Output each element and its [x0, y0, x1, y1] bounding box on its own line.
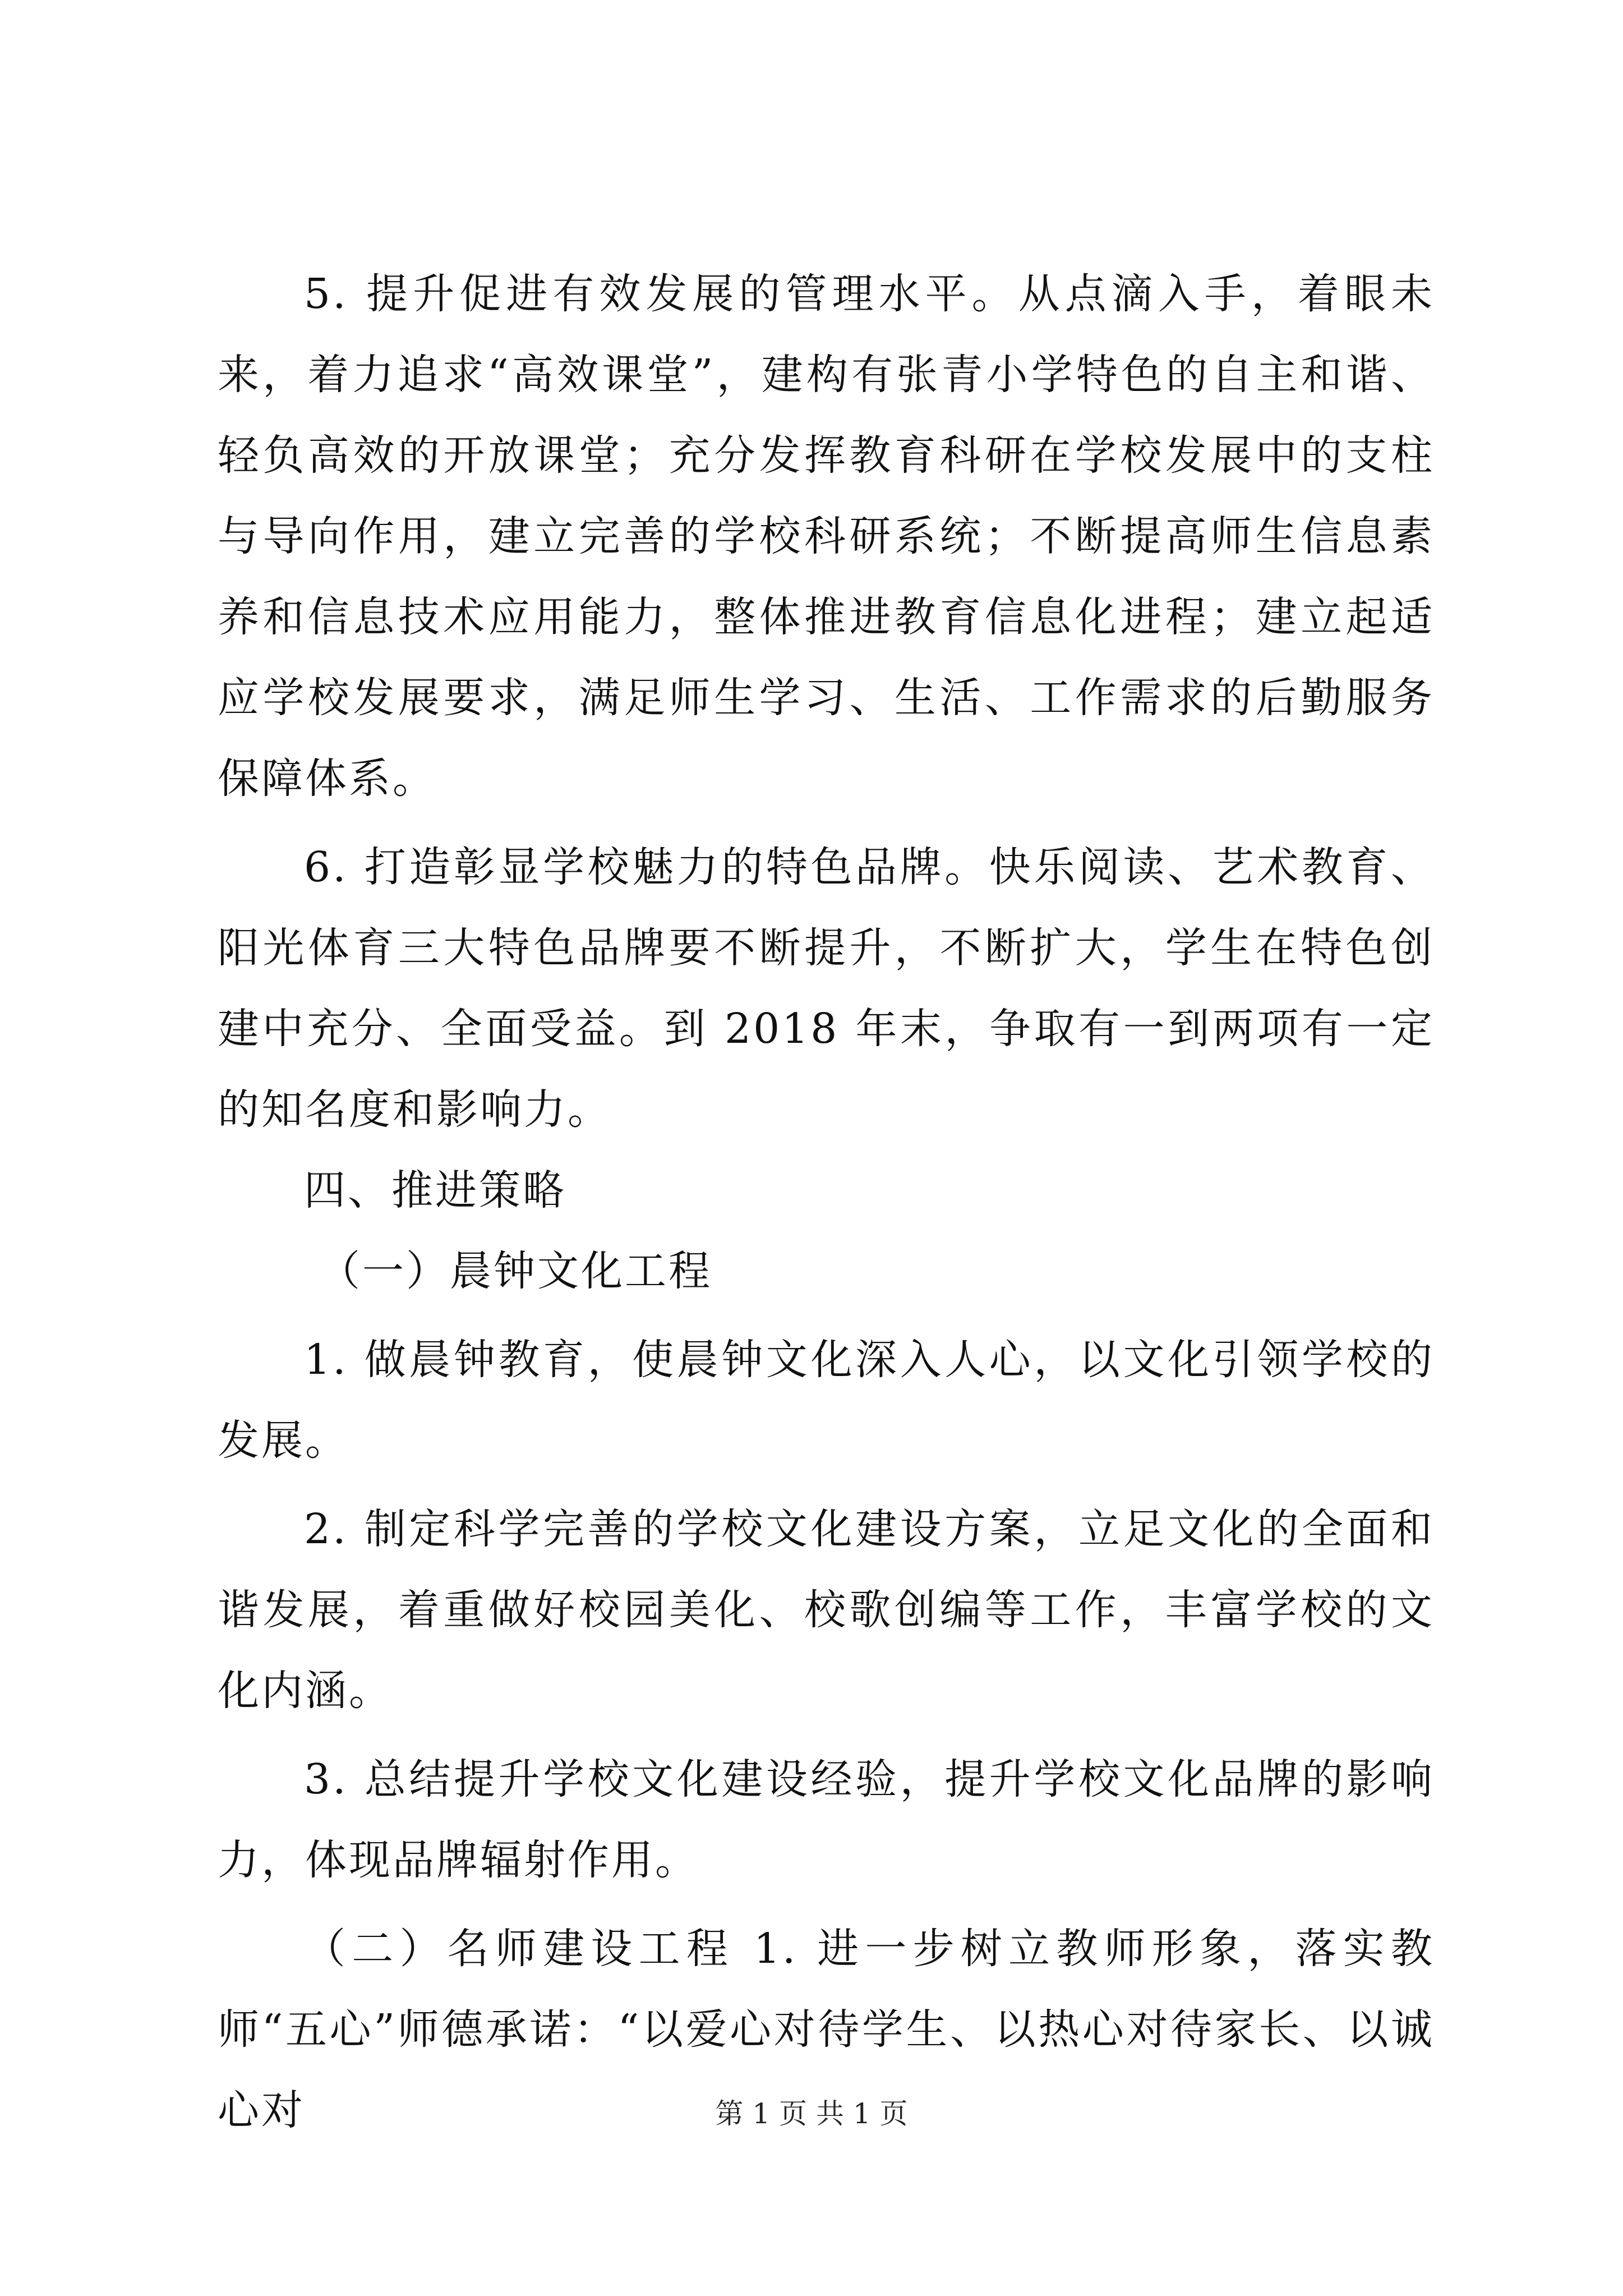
list-item: 2. 制定科学完善的学校文化建设方案，立足文化的全面和谐发展，着重做好校园美化、校歌创编等工作，丰富学校的文化内涵。 [218, 1505, 1435, 1715]
page-number-footer: 第 1 页 共 1 页 [715, 2097, 908, 2130]
section-heading: 四、推进策略 [304, 1166, 566, 1214]
subsection-heading: （一）晨钟文化工程 [319, 1247, 712, 1295]
list-item: （二）名师建设工程 1. 进一步树立教师形象，落实教师“五心”师德承诺：“以爱心对待学生、以热心对待家长、以诚心对 [218, 1925, 1435, 2134]
list-item: 3. 总结提升学校文化建设经验，提升学校文化品牌的影响力，体现品牌辐射作用。 [218, 1755, 1435, 1884]
list-item: 1. 做晨钟教育，使晨钟文化深入人心，以文化引领学校的发展。 [218, 1336, 1435, 1465]
paragraph-management-level: 5. 提升促进有效发展的管理水平。从点滴入手，着眼未来，着力追求“高效课堂”，建构有张青小学特色的自主和谐、轻负高效的开放课堂；充分发挥教育科研在学校发展中的支柱与导向作用，建立完善的学校科研系统；不断提高师生信息素养和信息技术应用能力，整体推进教育信息化进程；建立起适应学校发展要求，满足师生学习、生活、工作需求的后勤服务保障体系。 [218, 270, 1435, 803]
paragraph-featured-brand: 6. 打造彰显学校魅力的特色品牌。快乐阅读、艺术教育、阳光体育三大特色品牌要不断提升，不断扩大，学生在特色创建中充分、全面受益。到 2018 年末，争取有一到两项有一定的知名度和影响力。 [218, 843, 1435, 1134]
document-body [218, 254, 1435, 2151]
